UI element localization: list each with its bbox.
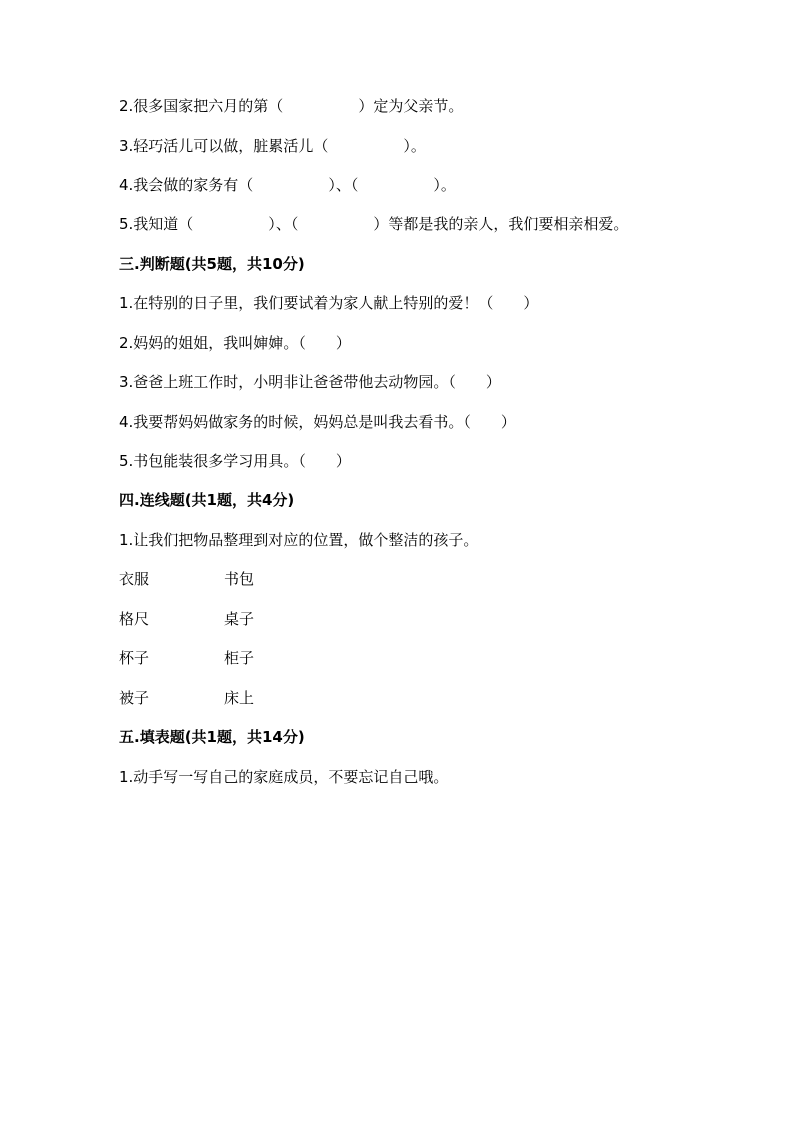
fill-blank-question-2: 2.很多国家把六月的第（ ）定为父亲节。 <box>119 97 464 115</box>
matching-left-item: 杯子 <box>119 649 150 667</box>
true-false-question-4: 4.我要帮妈妈做家务的时候，妈妈总是叫我去看书。（ ） <box>119 413 516 431</box>
matching-right-item: 柜子 <box>224 649 255 667</box>
matching-right-item: 床上 <box>224 689 255 707</box>
true-false-question-5: 5.书包能装很多学习用具。（ ） <box>119 452 351 470</box>
matching-left-item: 被子 <box>119 689 150 707</box>
matching-right-item: 桌子 <box>224 610 255 628</box>
fill-blank-question-3: 3.轻巧活儿可以做，脏累活儿（ ）。 <box>119 137 426 155</box>
table-fill-question-1: 1.动手写一写自己的家庭成员，不要忘记自己哦。 <box>119 768 449 786</box>
fill-blank-question-4: 4.我会做的家务有（ ）、（ ）。 <box>119 176 456 194</box>
section-heading-table-fill: 五.填表题(共1题，共14分) <box>119 728 305 746</box>
matching-right-item: 书包 <box>224 570 255 588</box>
section-heading-matching: 四.连线题(共1题，共4分) <box>119 491 295 509</box>
true-false-question-3: 3.爸爸上班工作时，小明非让爸爸带他去动物园。（ ） <box>119 373 501 391</box>
true-false-question-2: 2.妈妈的姐姐，我叫婶婶。（ ） <box>119 334 351 352</box>
matching-left-item: 衣服 <box>119 570 150 588</box>
matching-left-item: 格尺 <box>119 610 150 628</box>
fill-blank-question-5: 5.我知道（ ）、（ ）等都是我的亲人，我们要相亲相爱。 <box>119 215 629 233</box>
section-heading-true-false: 三.判断题(共5题，共10分) <box>119 255 305 273</box>
true-false-question-1: 1.在特别的日子里，我们要试着为家人献上特别的爱！（ ） <box>119 294 539 312</box>
matching-question-1: 1.让我们把物品整理到对应的位置，做个整洁的孩子。 <box>119 531 479 549</box>
